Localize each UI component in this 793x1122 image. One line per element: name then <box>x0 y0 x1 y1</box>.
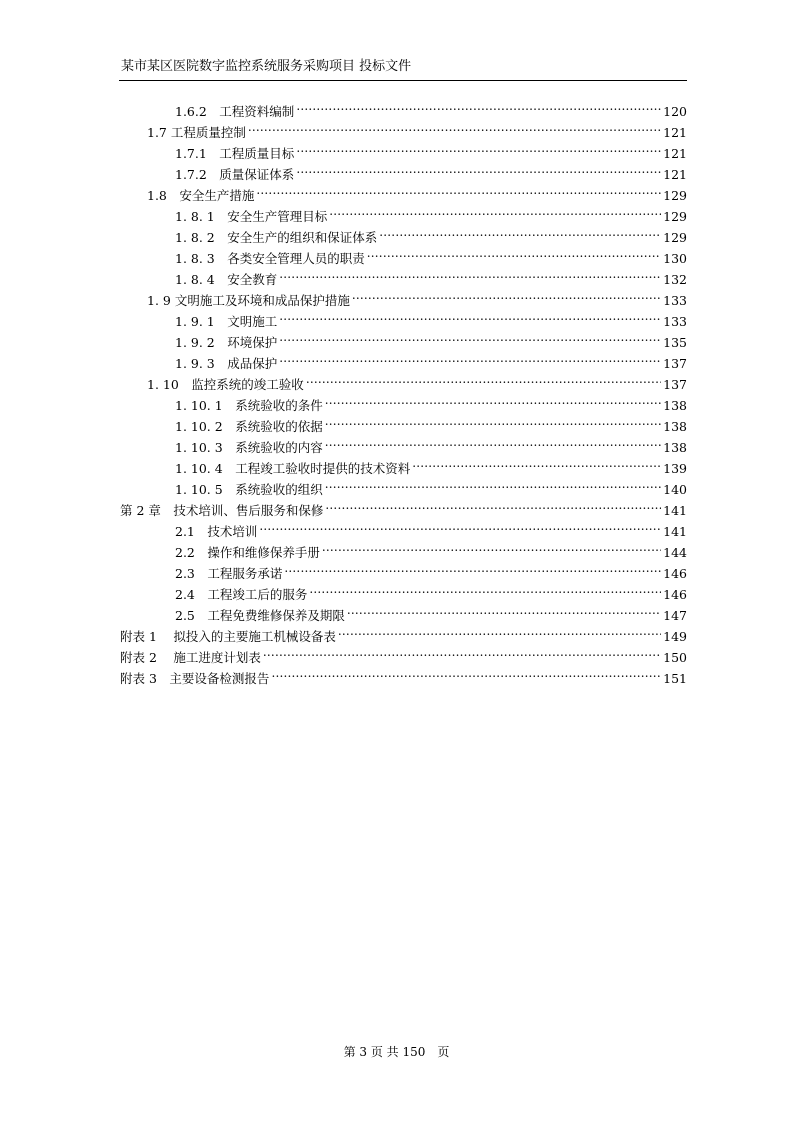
toc-entry-label: 2.4 工程竣工后的服务 <box>175 587 308 602</box>
toc-entry[interactable] <box>175 474 687 497</box>
toc-entry-page: 144 <box>663 545 687 560</box>
toc-entry-label: 1. 8. 1 安全生产管理目标 <box>175 209 328 224</box>
toc-entry[interactable] <box>147 285 687 308</box>
toc-entry-label: 1.6.2 工程资料编制 <box>175 104 295 119</box>
toc-entry-page: 138 <box>663 440 687 455</box>
toc-entry-page: 137 <box>663 356 687 371</box>
toc-entry-label: 1. 10. 2 系统验收的依据 <box>175 419 323 434</box>
toc-entry-page: 135 <box>663 335 687 350</box>
toc-entry[interactable] <box>175 96 687 119</box>
toc-entry[interactable] <box>175 453 687 476</box>
toc-entry-page: 151 <box>663 671 687 686</box>
toc-entry[interactable] <box>175 306 687 329</box>
toc-leader-dots <box>263 642 661 662</box>
toc-entry[interactable] <box>147 369 687 392</box>
toc-entry-page: 129 <box>663 209 687 224</box>
toc-leader-dots <box>279 348 661 368</box>
toc-leader-dots <box>284 558 661 578</box>
toc-entry-page: 121 <box>663 146 687 161</box>
toc-leader-dots <box>259 516 661 536</box>
toc-leader-dots <box>412 453 661 473</box>
toc-entry[interactable] <box>175 264 687 287</box>
toc-leader-dots <box>296 138 661 158</box>
toc-entry-label: 附表 3 主要设备检测报告 <box>120 671 270 686</box>
toc-entry-label: 1. 9 文明施工及环境和成品保护措施 <box>147 293 350 308</box>
toc-entry-page: 138 <box>663 419 687 434</box>
toc-entry-label: 1.8 安全生产措施 <box>147 188 255 203</box>
toc-entry-label: 2.1 技术培训 <box>175 524 258 539</box>
toc-entry-page: 137 <box>663 377 687 392</box>
toc-leader-dots <box>296 96 661 116</box>
toc-entry-page: 133 <box>663 314 687 329</box>
toc-entry[interactable] <box>120 663 687 686</box>
toc-entry-page: 141 <box>663 524 687 539</box>
toc-leader-dots <box>367 243 661 263</box>
toc-entry-label: 1. 10. 1 系统验收的条件 <box>175 398 323 413</box>
toc-entry-page: 120 <box>663 104 687 119</box>
toc-entry[interactable] <box>175 327 687 350</box>
toc-leader-dots <box>325 411 661 431</box>
toc-entry-label: 附表 2 施工进度计划表 <box>120 650 261 665</box>
toc-leader-dots <box>322 537 661 557</box>
toc-entry-label: 2.5 工程免费维修保养及期限 <box>175 608 345 623</box>
toc-entry-page: 146 <box>663 566 687 581</box>
toc-entry[interactable] <box>175 390 687 413</box>
toc-leader-dots <box>379 222 661 242</box>
toc-leader-dots <box>271 663 661 683</box>
toc-entry-page: 146 <box>663 587 687 602</box>
toc-entry-page: 138 <box>663 398 687 413</box>
toc-leader-dots <box>325 432 661 452</box>
toc-entry[interactable] <box>175 348 687 371</box>
toc-entry-label: 1. 9. 1 文明施工 <box>175 314 278 329</box>
toc-entry[interactable] <box>147 117 687 140</box>
toc-entry-label: 附表 1 拟投入的主要施工机械设备表 <box>120 629 336 644</box>
toc-entry-label: 1. 8. 2 安全生产的组织和保证体系 <box>175 230 378 245</box>
toc-entry-label: 2.3 工程服务承诺 <box>175 566 283 581</box>
toc-entry-label: 1. 9. 2 环境保护 <box>175 335 278 350</box>
toc-entry-page: 133 <box>663 293 687 308</box>
toc-leader-dots <box>352 285 661 305</box>
toc-entry[interactable] <box>175 537 687 560</box>
toc-entry-page: 132 <box>663 272 687 287</box>
toc-leader-dots <box>325 474 661 494</box>
toc-entry-page: 149 <box>663 629 687 644</box>
toc-entry[interactable] <box>175 432 687 455</box>
toc-leader-dots <box>279 264 661 284</box>
toc-entry[interactable] <box>175 558 687 581</box>
toc-entry-page: 129 <box>663 188 687 203</box>
toc-entry-page: 140 <box>663 482 687 497</box>
toc-entry[interactable] <box>175 516 687 539</box>
toc-entry-page: 130 <box>663 251 687 266</box>
toc-entry-label: 2.2 操作和维修保养手册 <box>175 545 320 560</box>
toc-leader-dots <box>338 621 661 641</box>
toc-entry[interactable] <box>175 201 687 224</box>
toc-leader-dots <box>256 180 661 200</box>
toc-leader-dots <box>309 579 661 599</box>
toc-leader-dots <box>279 327 661 347</box>
toc-entry-label: 1.7.2 质量保证体系 <box>175 167 295 182</box>
toc-entry[interactable] <box>147 180 687 203</box>
toc-entry-page: 150 <box>663 650 687 665</box>
toc-entry-label: 1. 10. 5 系统验收的组织 <box>175 482 323 497</box>
toc-entry[interactable] <box>120 621 687 644</box>
toc-entry-label: 1. 10. 3 系统验收的内容 <box>175 440 323 455</box>
toc-leader-dots <box>296 159 661 179</box>
toc-leader-dots <box>248 117 661 137</box>
toc-entry-label: 第 2 章 技术培训、售后服务和保修 <box>120 503 324 518</box>
toc-entry[interactable] <box>120 642 687 665</box>
page-header-title: 某市某区医院数字监控系统服务采购项目 投标文件 <box>121 59 412 74</box>
toc-entry-page: 141 <box>663 503 687 518</box>
header-divider <box>119 80 687 81</box>
toc-entry[interactable] <box>175 222 687 245</box>
toc-entry[interactable] <box>175 243 687 266</box>
toc-entry-label: 1.7.1 工程质量目标 <box>175 146 295 161</box>
toc-entry-page: 121 <box>663 125 687 140</box>
toc-leader-dots <box>306 369 661 389</box>
toc-entry[interactable] <box>120 495 687 518</box>
toc-entry-page: 121 <box>663 167 687 182</box>
toc-leader-dots <box>325 390 661 410</box>
toc-entry-label: 1. 8. 3 各类安全管理人员的职责 <box>175 251 365 266</box>
toc-entry-label: 1. 8. 4 安全教育 <box>175 272 278 287</box>
toc-entry-page: 139 <box>663 461 687 476</box>
toc-entry[interactable] <box>175 411 687 434</box>
toc-entry-label: 1. 10 监控系统的竣工验收 <box>147 377 304 392</box>
toc-leader-dots <box>279 306 661 326</box>
toc-entry-page: 147 <box>663 608 687 623</box>
toc-entry[interactable] <box>175 600 687 623</box>
toc-entry[interactable] <box>175 138 687 161</box>
toc-entry-page: 129 <box>663 230 687 245</box>
toc-entry-label: 1. 9. 3 成品保护 <box>175 356 278 371</box>
toc-entry-label: 1.7 工程质量控制 <box>147 125 246 140</box>
toc-entry[interactable] <box>175 579 687 602</box>
toc-entry-label: 1. 10. 4 工程竣工验收时提供的技术资料 <box>175 461 411 476</box>
toc-entry[interactable] <box>175 159 687 182</box>
page-footer-number: 第 3 页 共 150 页 <box>343 1045 450 1059</box>
toc-leader-dots <box>325 495 661 515</box>
toc-leader-dots <box>329 201 661 221</box>
toc-leader-dots <box>347 600 661 620</box>
